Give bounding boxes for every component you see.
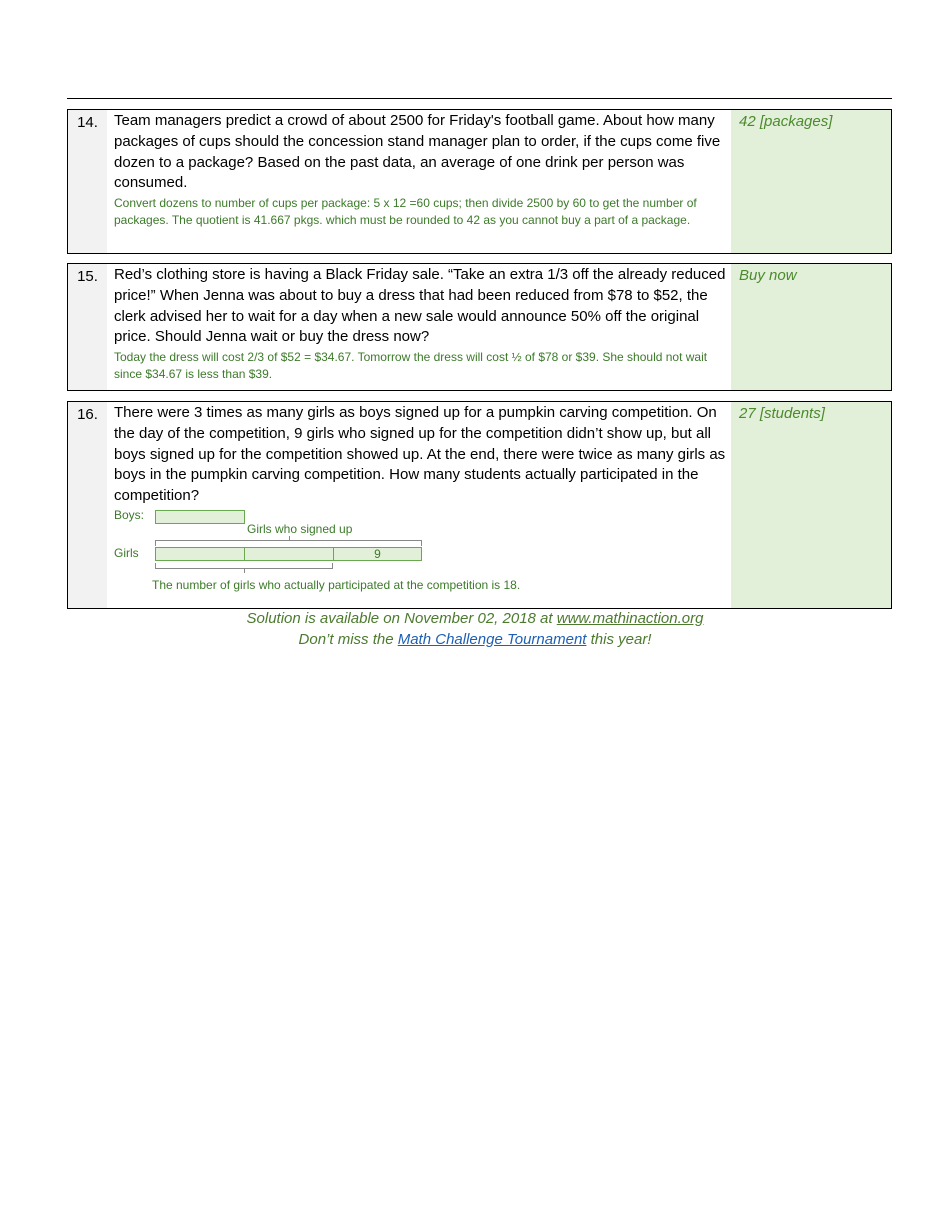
problem-number: 16. <box>68 402 107 608</box>
problem-14 <box>67 109 892 254</box>
girls-label: Girls <box>114 545 139 560</box>
participated-brace <box>155 563 333 569</box>
solution-availability-note <box>0 608 950 629</box>
website-link[interactable]: www.mathinaction.org <box>556 610 704 627</box>
footer-line2-pre: Don’t miss the <box>298 631 398 648</box>
girls-bar-segment-3: 9 <box>333 547 422 561</box>
problem-question: There were 3 times as many girls as boys signed up for a pumpkin carving competition. On the day of the competition, 9 girls who signed up for the competition didn’t show up, but all boys signed up for the competition showed up. At the end, there were twice as many girls as boys in the pumpkin carving competition. How many students actually participated in the competition? <box>114 404 726 505</box>
problem-body <box>107 110 731 253</box>
girls-bar-segment-1 <box>155 547 245 561</box>
problem-number: 14. <box>68 110 107 253</box>
tournament-note <box>0 629 950 650</box>
problem-question: Team managers predict a crowd of about 2500 for Friday's football game. About how many packages of cups should the concession stand manager plan to order, if the cups come five dozen to a package? Based on the past data, an average of one drink per person was consumed. <box>114 112 721 192</box>
problem-15 <box>67 263 892 391</box>
girls-signed-up-label: Girls who signed up <box>247 521 353 536</box>
problem-answer: 42 [packages] <box>731 110 891 253</box>
boys-bar <box>155 510 245 524</box>
problem-solution: Today the dress will cost 2/3 of $52 = $34.67. Tomorrow the dress will cost ½ of $78 or $39. She should not wait since $34.67 is less than $39. <box>114 350 708 382</box>
tape-diagram <box>114 507 727 605</box>
footer-line1-text: Solution is available on November 02, 2018 at <box>246 610 557 627</box>
top-rule <box>67 98 892 99</box>
problem-answer: Buy now <box>731 264 891 390</box>
brace-tick <box>289 536 290 540</box>
signed-up-brace <box>155 540 422 546</box>
problem-solution: Convert dozens to number of cups per package: 5 x 12 =60 cups; then divide 2500 by 60 to get the number of packages. The quotient is 41.667 pkgs. which must be rounded to 42 as you cannot buy a part of a package. <box>114 196 697 228</box>
footer-line2-post: this year! <box>586 631 652 648</box>
tournament-link[interactable]: Math Challenge Tournament <box>397 631 587 648</box>
problem-16 <box>67 401 892 609</box>
brace-tick <box>244 569 245 573</box>
problem-answer: 27 [students] <box>731 402 891 608</box>
problem-question: Red’s clothing store is having a Black Friday sale. “Take an extra 1/3 off the already reduced price!” When Jenna was about to buy a dress that had been reduced from $78 to $52, the clerk advised her to wait for a day when a new sale would announce 50% off the original price. Should Jenna wait or buy the dress now? <box>114 266 726 346</box>
diagram-caption: The number of girls who actually participated at the competition is 18. <box>152 577 521 592</box>
problem-body <box>107 264 731 390</box>
problem-number: 15. <box>68 264 107 390</box>
girls-bar-segment-2 <box>244 547 334 561</box>
problem-body <box>107 402 731 608</box>
boys-label: Boys: <box>114 507 145 522</box>
